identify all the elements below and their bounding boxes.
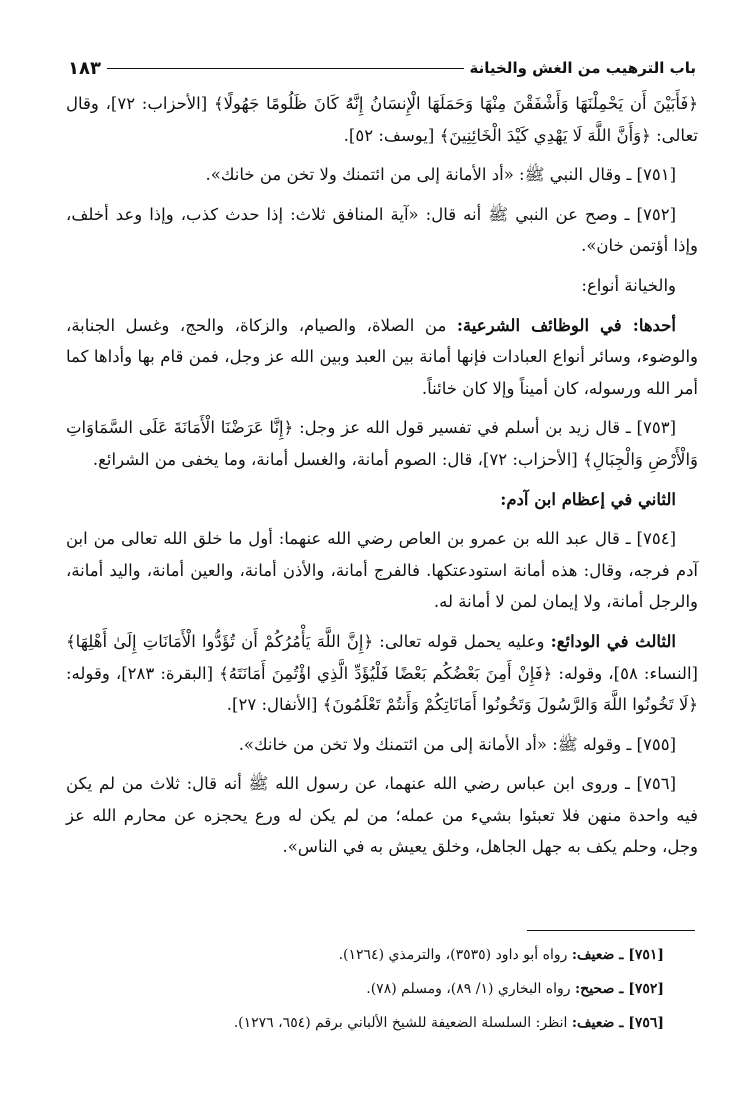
- footnote-label: [٧٥١] ـ ضعيف:: [571, 947, 664, 963]
- paragraph-text: من الصلاة، والصيام، والزكاة، والحج، وغسل الجنابة، والوضوء، وسائر أنواع العبادات فإنها أمانة بين العبد وبين الله عز وجل، فمن قام بها وأداها كما أمر الله ورسوله، كان أميناً وإلا كان خائناً.: [66, 315, 698, 398]
- footnote-752: [66, 972, 686, 1006]
- hadith-755: [66, 729, 698, 761]
- header-rule: [107, 68, 464, 69]
- paragraph-text: وعليه يحمل قوله تعالى: ﴿إِنَّ اللَّهَ يَأْمُرُكُمْ أَن تُؤَدُّوا الْأَمَانَاتِ إِلَىٰ أَهْلِهَا﴾ [النساء: ٥٨]، وقوله: ﴿فَإِنْ أَمِنَ بَعْضُكُم بَعْضًا فَلْيُؤَدِّ الَّذِي اؤْتُمِنَ أَمَانَتَهُ﴾ [البقرة: ٢٨٣]، وقوله: ﴿لَا تَخُونُوا اللَّهَ وَالرَّسُولَ وَتَخُونُوا أَمَانَاتِكُمْ وَأَنتُمْ تَعْلَمُونَ﴾ [الأنفال: ٢٧].: [66, 631, 698, 715]
- footnote-text: رواه أبو داود (٣٥٣٥)، والترمذي (١٢٦٤).: [338, 947, 572, 963]
- footnote-label: [٧٥٦] ـ ضعيف:: [571, 1015, 664, 1031]
- paragraph-quran-verse: [66, 88, 698, 151]
- main-text: [66, 88, 698, 871]
- hadith-753: [66, 412, 698, 475]
- paragraph-text: [٧٥٤] ـ قال عبد الله بن عمرو بن العاص رضي الله عنهما: أول ما خلق الله تعالى من ابن آدم فرجه، وقال: هذه أمانة استودعتكها. فالفرج أمانة، والأذن أمانة، والعين أمانة، واليد أمانة، والرجل أمانة، ولا إيمان لمن لا أمانة له.: [66, 529, 698, 612]
- footnote-text: رواه البخاري (١/ ٨٩)، ومسلم (٧٨).: [366, 981, 575, 997]
- hadith-751: [66, 159, 698, 191]
- section-label: الثاني في إعظام ابن آدم:: [500, 489, 676, 509]
- type-two-heading: [66, 484, 698, 516]
- hadith-756: [66, 768, 698, 863]
- page-number: ١٨٣: [68, 57, 101, 79]
- footnote-text: انظر: السلسلة الضعيفة للشيخ الألباني برقم (٦٥٤، ١٢٧٦).: [233, 1015, 572, 1031]
- paragraph-text: [٧٥٣] ـ قال زيد بن أسلم في تفسير قول الله عز وجل: ﴿إِنَّا عَرَضْنَا الْأَمَانَةَ عَلَى السَّمَاوَاتِ وَالْأَرْضِ وَالْجِبَالِ﴾ [الأحزاب: ٧٢]، قال: الصوم أمانة، والغسل أمانة، وما يخفى من الشرائع.: [66, 418, 698, 469]
- types-intro: [66, 270, 698, 302]
- paragraph-text: [٧٥١] ـ وقال النبي ﷺ: «أد الأمانة إلى من ائتمنك ولا تخن من خانك».: [205, 165, 676, 185]
- paragraph-text: [٧٥٥] ـ وقوله ﷺ: «أد الأمانة إلى من ائتمنك ولا تخن من خانك».: [238, 734, 676, 754]
- section-label: أحدها: في الوظائف الشرعية:: [456, 315, 676, 335]
- paragraph-text: [٧٥٢] ـ وصح عن النبي ﷺ أنه قال: «آية المنافق ثلاث: إذا حدث كذب، وإذا وعد أخلف، وإذا أؤتمن خان».: [66, 204, 698, 256]
- footnote-756: [66, 1006, 686, 1040]
- footnote-label: [٧٥٢] ـ صحيح:: [574, 981, 664, 997]
- hadith-752: [66, 199, 698, 262]
- type-one: [66, 310, 698, 405]
- paragraph-text: والخيانة أنواع:: [581, 275, 676, 295]
- footnote-rule: [527, 930, 695, 931]
- paragraph-text: [٧٥٦] ـ وروى ابن عباس رضي الله عنهما، عن رسول الله ﷺ أنه قال: ثلاث من لم يكن فيه واحدة منهن فلا تعبئوا بشيء من عمله؛ من لم يكن له ورع يحجزه عن محارم الله عز وجل، وحلم يكف به جهل الجاهل، وخلق يعيش به في الناس».: [66, 774, 698, 857]
- section-label: الثالث في الودائع:: [550, 631, 676, 651]
- footnote-751: [66, 938, 686, 972]
- hadith-754: [66, 523, 698, 618]
- footnotes: [66, 938, 686, 1040]
- type-three: [66, 626, 698, 721]
- paragraph-text: ﴿فَأَبَيْنَ أَن يَحْمِلْنَهَا وَأَشْفَقْنَ مِنْهَا وَحَمَلَهَا الْإِنسَانُ إِنَّهُ كَانَ ظَلُومًا جَهُولًا﴾ [الأحزاب: ٧٢]، وقال تعالى: ﴿وَأَنَّ اللَّهَ لَا يَهْدِي كَيْدَ الْخَائِنِينَ﴾ [يوسف: ٥٢].: [66, 94, 698, 145]
- running-header: [68, 55, 696, 81]
- chapter-title: باب الترهيب من الغش والخيانة: [469, 59, 696, 77]
